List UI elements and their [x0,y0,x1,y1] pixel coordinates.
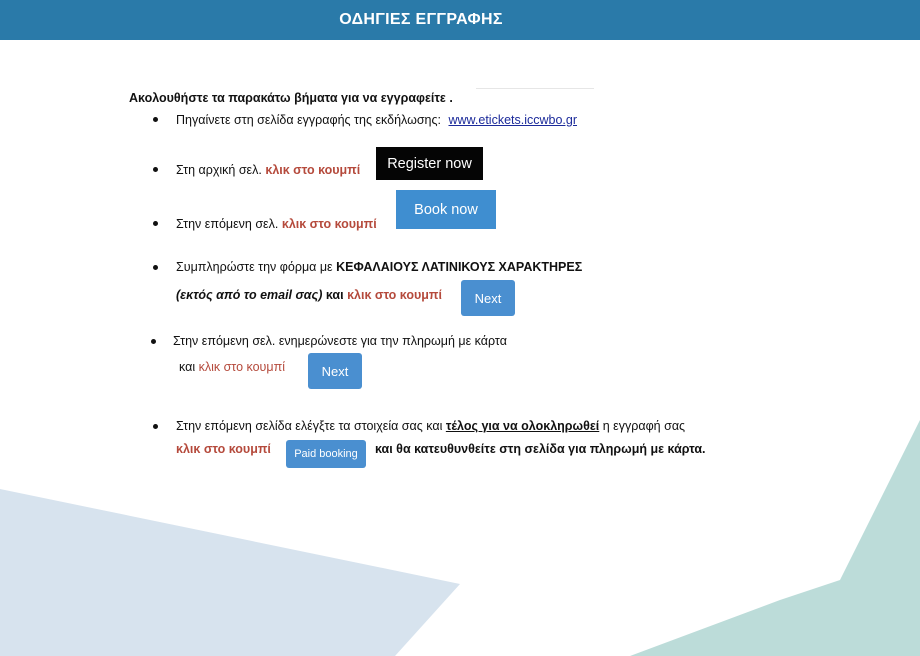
step-5-line-1: Στην επόμενη σελ. ενημερώνεστε για την πληρωμή με κάρτα [173,334,507,348]
step-1 [176,112,577,128]
page-title: ΟΔΗΓΙΕΣ ΕΓΓΡΑΦΗΣ [339,11,503,28]
step-4-note: (εκτός από το email σας) [176,288,323,302]
step-4-line-2 [176,287,442,303]
step-3-action: κλικ στο κουμπί [281,217,377,231]
step-5-action: κλικ στο κουμπί [198,360,285,374]
bullet [153,117,158,122]
step-1-text: Πηγαίνετε στη σελίδα εγγραφής της εκδήλωσης: [176,113,442,127]
step-6-tail: και θα κατευθυνθείτε στη σελίδα για πληρωμή με κάρτα. [375,442,706,456]
paid-booking-button[interactable]: Paid booking [286,440,366,468]
step-2 [176,162,360,178]
bullet [153,424,158,429]
step-4-text: Συμπληρώστε την φόρμα με [176,260,333,274]
bullet [153,221,158,226]
step-3-text: Στην επόμενη σελ. [176,217,279,231]
step-5-and: και [179,360,196,374]
step-2-text: Στη αρχική σελ. [176,163,262,177]
step-6-text-b: η εγγραφή σας [602,419,686,433]
etickets-link[interactable]: www.etickets.iccwbo.gr [448,113,578,127]
step-4-line-1 [176,259,582,275]
step-6-line-1 [176,418,685,434]
bullet [151,339,156,344]
book-now-button[interactable]: Book now [396,190,496,229]
bullet [153,167,158,172]
next-button[interactable]: Next [461,280,515,316]
step-4-and: και [325,288,344,302]
step-6-action-line [176,441,271,457]
step-2-action: κλικ στο κουμπί [265,163,361,177]
step-4-action: κλικ στο κουμπί [347,288,442,302]
step-4-bold: ΚΕΦΑΛΑΙΟΥΣ ΛΑΤΙΝΙΚΟΥΣ ΧΑΡΑΚΤΗΡΕΣ [336,260,583,274]
divider [476,88,594,89]
step-5-line-2 [179,359,285,375]
bullet [153,265,158,270]
register-now-button[interactable]: Register now [376,147,483,180]
step-6-emph: τέλος για να ολοκληρωθεί [445,419,600,433]
step-3 [176,216,377,232]
next-button-2[interactable]: Next [308,353,362,389]
step-6-action: κλικ στο κουμπί [176,442,271,456]
step-6-text-a: Στην επόμενη σελίδα ελέγξτε τα στοιχεία σας και [176,419,443,433]
intro-text: Ακολουθήστε τα παρακάτω βήματα για να εγγραφείτε . [129,91,453,105]
